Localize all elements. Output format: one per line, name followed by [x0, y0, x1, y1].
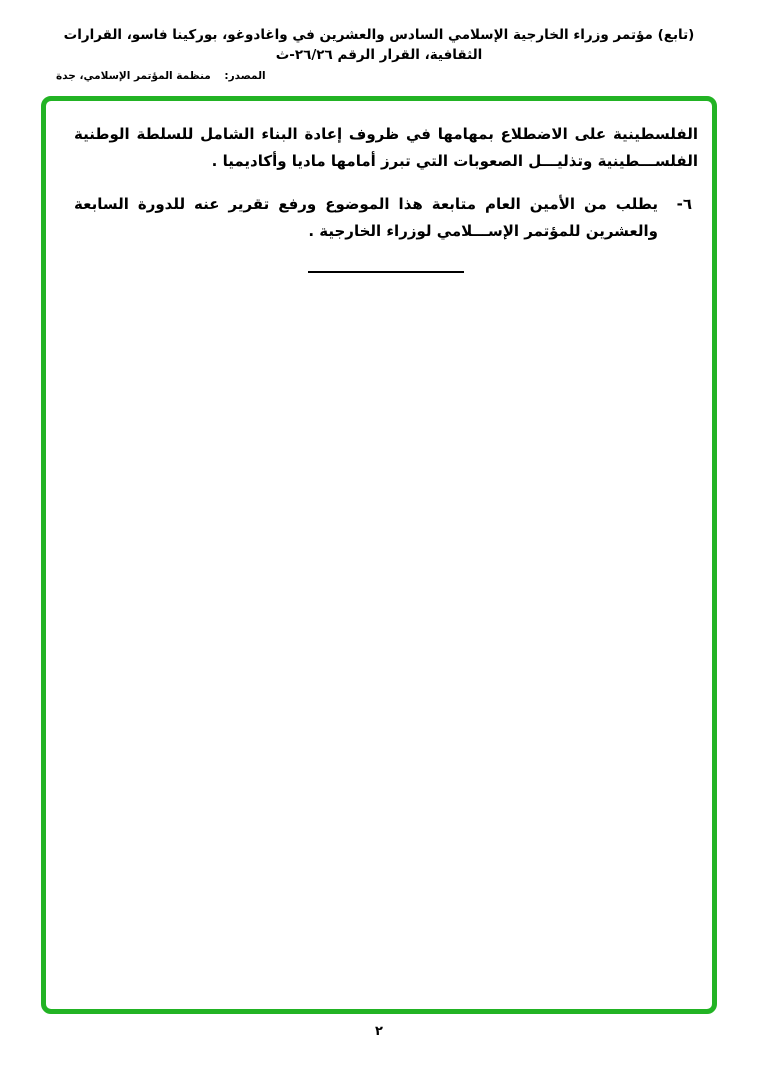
resolution-body	[46, 101, 712, 273]
section-divider	[308, 271, 464, 273]
source-label: المصدر:	[224, 70, 266, 83]
document-header	[0, 0, 758, 82]
content-frame	[41, 96, 717, 1014]
source-value: منظمة المؤتمر الإسلامي، جدة	[56, 70, 211, 83]
header-title: (تابع) مؤتمر وزراء الخارجية الإسلامي السادس والعشرين في واغادوغو، بوركينا فاسو، القرارات الثقافية، القرار الرقم ٢٦/٢٦-ث	[63, 27, 695, 63]
header-source-line	[36, 70, 722, 82]
page-number: ٢	[375, 1024, 383, 1040]
item-text: يطلب من الأمين العام متابعة هذا الموضوع ورفع تقرير عنه للدورة السابعة والعشرين للمؤتمر الإســـلامي لوزراء الخارجية .	[74, 195, 658, 241]
item-number: ٦-	[676, 195, 692, 214]
list-item-6	[74, 191, 698, 245]
paragraph-continuation: الفلسطينية على الاضطلاع بمهامها في ظروف إعادة البناء الشامل للسلطة الوطنية الفلســـطينية وتذليـــل الصعوبات التي تبرز أمامها ماديا وأكاديميا .	[74, 125, 698, 171]
